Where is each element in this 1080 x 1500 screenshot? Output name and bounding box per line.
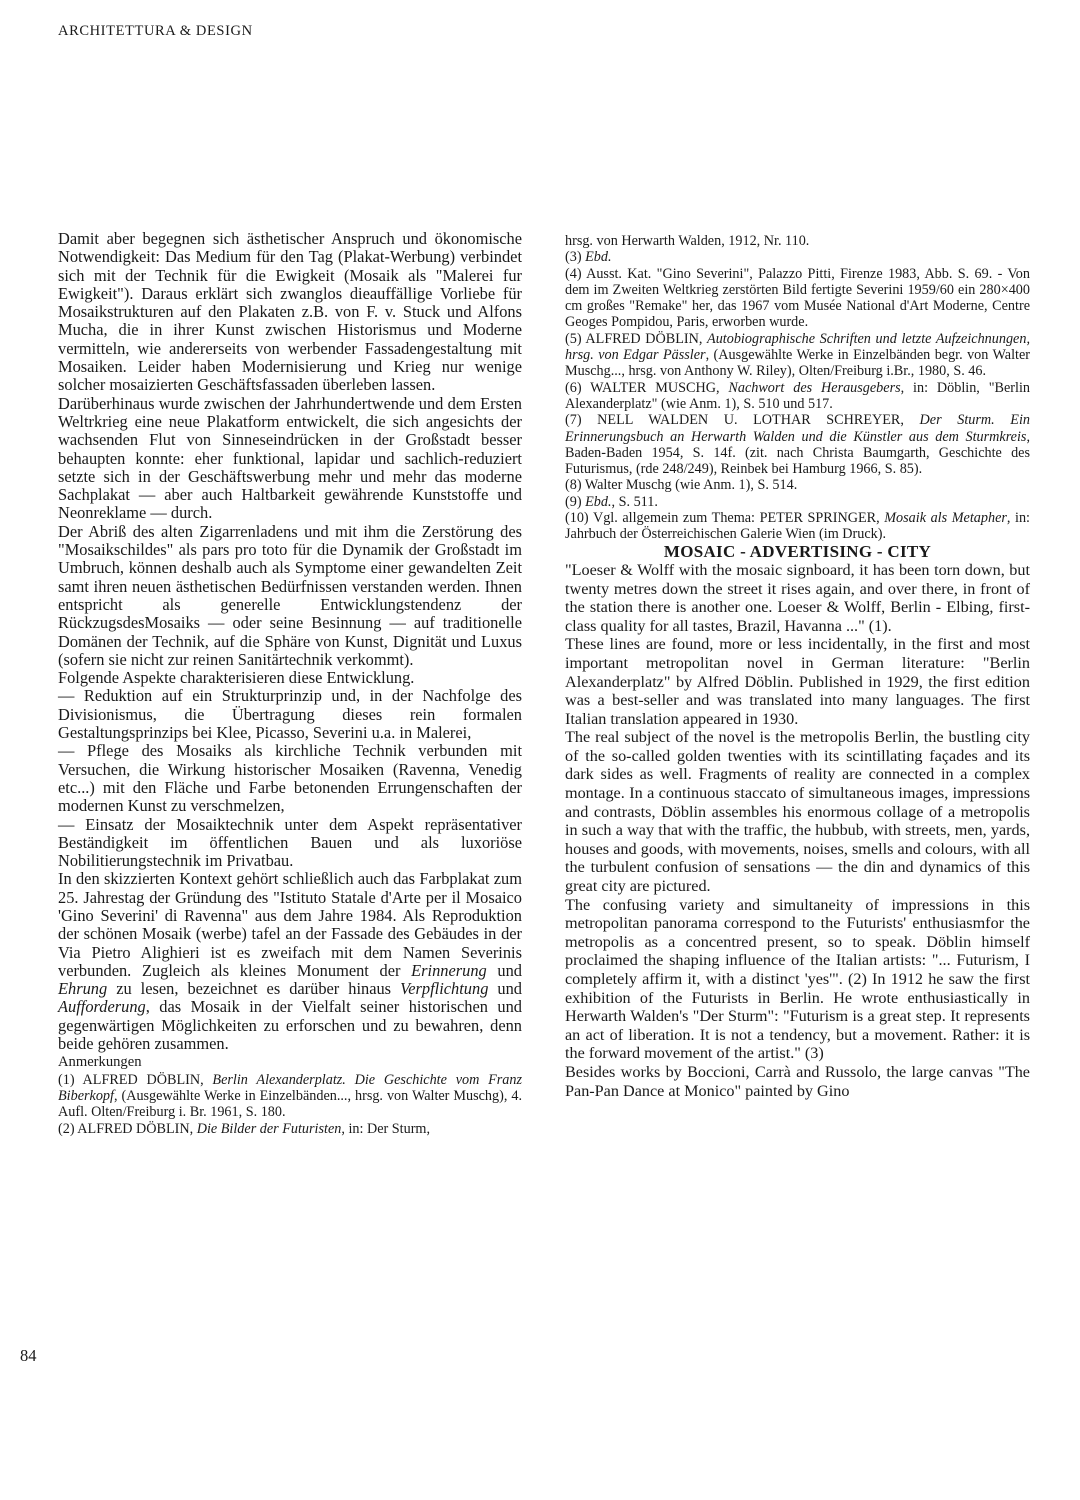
- footnote-5: (5) ALFRED DÖBLIN, Autobiographische Schriften und letzte Aufzeichnungen, hrsg. von Edgar Pässler, (Ausgewählte Werke in Einzelbänden begr. von Walter Muschg..., hrsg. von Anthony W. Riley), Olten/Freiburg i.Br., 1980, S. 46.: [565, 330, 1030, 380]
- footnote-4: (4) Ausst. Kat. "Gino Severini", Palazzo Pitti, Firenze 1983, Abb. S. 69. - Von dem im Zweiten Weltkrieg zerstörten Bild fertigte Severini 1959/60 ein 280×400 cm großes "Remake" her, das 1967 vom Musée National d'Art Moderne, Centre Geoges Pompidou, Paris, erworben wurde.: [565, 265, 1030, 331]
- body-paragraph: These lines are found, more or less incidentally, in the first and most important metropolitan novel in German literature: "Berlin Alexanderplatz" by Alfred Döblin. Published in 1929, the first edition was a best-seller and was translated into many languages. The first Italian translation appeared in 1930.: [565, 635, 1030, 728]
- left-column: [58, 230, 522, 1137]
- footnote-9: (9) Ebd., S. 511.: [565, 493, 658, 510]
- body-paragraph: Der Abriß des alten Zigarrenladens und mit ihm die Zerstörung des "Mosaikschildes" als pars pro toto für die Dynamik der Großstadt im Umbruch, können deshalb auch als Symptome einer gewandelten Zeit samt ihren neuen ästhetischen Bedürfnissen verstanden werden. Ihnen entspricht als generelle Entwicklungstendenz der RückzugsdesMosaiks — oder seine Besinnung — auf traditionelle Domänen der Technik, auf die Sphäre von Kunst, Dignität und Luxus (sofern sie nicht zur reinen Sanitärtechnik verkommt).: [58, 521, 522, 669]
- footnote-7: (7) NELL WALDEN U. LOTHAR SCHREYER, Der Sturm. Ein Erinnerungsbuch an Herwarth Walden und die Künstler aus dem Sturmkreis, Baden-Baden 1954, S. 14f. (zit. nach Christa Baumgarth, Geschichte des Futurismus, (rde 248/249), Reinbek bei Hamburg 1966, S. 85).: [565, 412, 1030, 478]
- body-paragraph: — Reduktion auf ein Strukturprinzip und, in der Nachfolge des Divisionismus, die Übertragung dieses rein formalen Gestaltungsprinzips bei Klee, Picasso, Severini u.a. in Malerei,: [58, 686, 522, 743]
- page-number: 84: [20, 1346, 37, 1365]
- right-column: [565, 233, 1030, 1100]
- body-paragraph: Besides works by Boccioni, Carrà and Russolo, the large canvas "The Pan-Pan Dance at Monico" painted by Gino: [565, 1062, 1030, 1100]
- footnote-1: (1) ALFRED DÖBLIN, Berlin Alexanderplatz. Die Geschichte vom Franz Biberkopf, (Ausgewählte Werke in Einzelbänden..., hrsg. von Walter Muschg), 4. Aufl. Olten/Freiburg i. Br. 1961, S. 180.: [58, 1071, 522, 1121]
- running-head: ARCHITETTURA & DESIGN: [58, 23, 253, 39]
- footnote-3: (3) Ebd.: [565, 249, 612, 266]
- body-paragraph-final: In den skizzierten Kontext gehört schließlich auch das Farbplakat zum 25. Jahrestag der Gründung des "Istituto Statale d'Arte per il Mosaico 'Gino Severini' di Ravenna" aus dem Jahre 1984. Als Reproduktion der schönen Mosaik (werbe) tafel an der Fassade des Gebäudes in der Via Pietro Alighieri ist es zweifach mit dem Namen Severinis verbunden. Zugleich als kleines Monument der Erinnerung und Ehrung zu lesen, bezeichnet es darüber hinaus Verpflichtung und Aufforderung, das Mosaik in der Vielfalt seiner historischen und gegenwärtigen Möglichkeiten zu erforschen und zu bewahren, denn beide gehören zusammen.: [58, 869, 523, 1054]
- footnote-6: (6) WALTER MUSCHG, Nachwort des Herausgebers, in: Döblin, "Berlin Alexanderplatz" (wie Anm. 1), S. 510 und 517.: [565, 379, 1030, 412]
- footnote-2: (2) ALFRED DÖBLIN, Die Bilder der Futuristen, in: Der Sturm,: [58, 1120, 431, 1137]
- body-paragraph: "Loeser & Wolff with the mosaic signboard, it has been torn down, but twenty metres down the street it rises again, and over there, in front of the station there is another one. Loeser & Wolff, Berlin - Elbing, first-class quality for all tastes, Brazil, Havanna ..." (1).: [565, 560, 1030, 635]
- footnote-10: (10) Vgl. allgemein zum Thema: PETER SPRINGER, Mosaik als Metapher, in: Jahrbuch der Österreichischen Galerie Wien (im Druck).: [565, 510, 1030, 543]
- body-paragraph: — Pflege des Mosaiks als kirchliche Technik verbunden mit Versuchen, die Wirkung historischer Mosaiken (Ravenna, Venedig etc...) mit den Fläche und Farbe betonenden Errungenschaften der modernen Kunst zu verschmelzen,: [58, 741, 522, 816]
- body-paragraph: — Einsatz der Mosaiktechnik unter dem Aspekt repräsentativer Beständigkeit im öffentlichen Bauen und als luxoriöse Nobilitierungstechnik im Privatbau.: [58, 814, 522, 871]
- body-paragraph: The confusing variety and simultaneity of impressions in this metropolitan panorama correspond to the Futurists' enthusiasmfor the metropolis as a concentred present, so to speak. Döblin himself proclaimed the shaping influence of the Italian artists: "... Futurism, I completely affirm it, with a distinct 'yes'". (2) In 1912 he saw the first exhibition of the Futurists in Berlin. He wrote enthusiastically in Herwarth Walden's "Der Sturm": "Futurism is a great step. It represents an act of liberation. It is not a tendency, but a movement. Rather: it is the forward movement of the artist." (3): [565, 895, 1030, 1063]
- body-paragraph: Folgende Aspekte charakterisieren diese Entwicklung.: [58, 668, 415, 688]
- body-paragraph: The real subject of the novel is the metropolis Berlin, the bustling city of the so-called golden twenties with its scintillating façades and its dark sides as well. Fragments of reality are connected in a complex montage. In a continuous staccato of simultaneous images, impressions and contrasts, Döblin assembles his enormous collage of a metropolis in such a way that with the traffic, the hubbub, with streets, men, yards, houses and goods, with movements, noises, smells and colours, with all the turbulent confusion of sensations — the din and dynamics of this great city are pictured.: [565, 728, 1030, 896]
- body-paragraph: Damit aber begegnen sich ästhetischer Anspruch und ökonomische Notwendigkeit: Das Medium für den Tag (Plakat-Werbung) verbindet sich mit der Technik für die Ewigkeit (Mosaik als "Malerei fur Ewigkeit"). Daraus erklärt sich zwanglos dieauffällige Vorliebe für Mosaikstrukturen auf den Plakaten z.B. von F. v. Stuck und Alfons Mucha, die in ihrer Kunst zwischen Historismus und Moderne vermitteln, wie andererseits von werbender Fassadengestaltung mit Mosaiken. Leider haben Modernisierung und Krieg nur wenige solcher mosaizierten Geschäftsfassaden überleben lassen.: [58, 229, 522, 395]
- body-paragraph: Darüberhinaus wurde zwischen der Jahrhundertwende und dem Ersten Weltrkrieg eine neue Plakatform entwickelt, die sich angesichts der wachsenden Flut von Sinneseindrücken in der Großstadt besser behaupten konnte: eher funktional, lapidar und sachlich-reduziert setzte sich in der Geschäftswerbung mehr und mehr das moderne Sachplakat — aber auch Haltbarkeit gewährende Kunststoffe und Neonreklame — durch.: [58, 393, 522, 523]
- section-title: MOSAIC - ADVERTISING - CITY: [663, 541, 932, 561]
- notes-heading: Anmerkungen: [58, 1054, 142, 1071]
- footnote-2-continued: hrsg. von Herwarth Walden, 1912, Nr. 110.: [565, 233, 810, 249]
- footnote-8: (8) Walter Muschg (wie Anm. 1), S. 514.: [565, 477, 798, 494]
